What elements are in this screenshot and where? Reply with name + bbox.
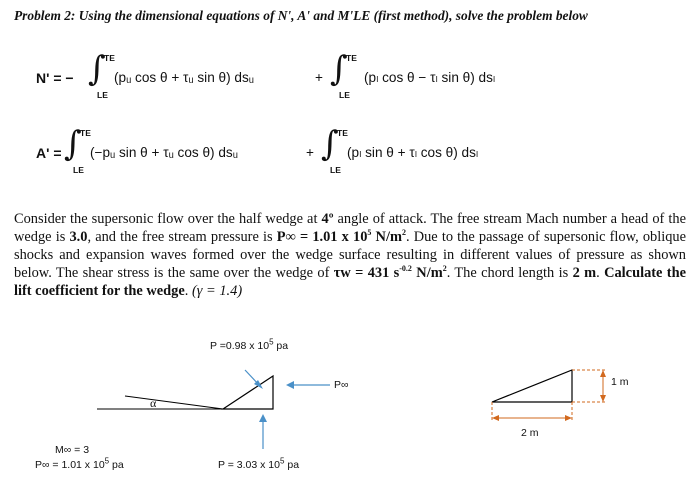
arrow-head-icon: [492, 415, 499, 421]
axial-upper-limit: TE: [80, 128, 91, 138]
attack-angle: 4º: [321, 211, 334, 227]
integral-sign-icon: ∫: [330, 49, 348, 89]
integral-sign-icon: ∫: [64, 124, 82, 164]
mach-label: M∞ = 3: [55, 444, 90, 456]
axial-plus: +: [306, 145, 314, 160]
chord-dimension-label: 2 m: [521, 427, 539, 439]
normal-lower-limit: LE: [97, 90, 108, 100]
axial-lower-term: (pₗ sin θ + τₗ cos θ) dsₗ: [347, 145, 479, 160]
angle-line: [125, 396, 223, 409]
arrow-head-icon: [600, 370, 606, 377]
axial-lower-limit: LE: [73, 165, 84, 175]
axial-lower-limit-2: LE: [330, 165, 341, 175]
lower-pressure-label: P = 3.03 x $10^5$ pa: [218, 456, 300, 471]
question: Calculate the lift coefficient for the wedge: [14, 265, 686, 299]
shear-stress: τw = 431 $s^{-0.2}$ $N/m^2$: [333, 264, 447, 281]
integral-sign-icon: ∫: [88, 49, 106, 89]
normal-plus: +: [315, 70, 323, 85]
wedge-triangle: [223, 376, 273, 409]
freestream-pressure-label: P∞: [334, 379, 349, 391]
arrow-head-icon: [286, 381, 294, 389]
axial-upper-limit-2: TE: [337, 128, 348, 138]
mach-number: 3.0: [69, 229, 88, 245]
normal-lower-term: (pₗ cos θ − τₗ sin θ) dsₗ: [364, 70, 496, 85]
integral-sign-icon: ∫: [321, 124, 339, 164]
normal-lower-limit-2: LE: [339, 90, 350, 100]
normal-upper-limit-2: TE: [346, 53, 357, 63]
axial-force-lhs: A' =: [36, 145, 62, 161]
arrow-head-icon: [259, 414, 267, 422]
chord-length: 2 m: [572, 265, 597, 281]
upper-pressure-label: P =0.98 x $10^5$ pa: [210, 337, 289, 352]
arrow-head-icon: [600, 395, 606, 402]
problem-title: Problem 2: Using the dimensional equations of N', A' and M'LE (first method), solve the problem below: [14, 8, 588, 23]
problem-statement: Consider the supersonic flow over the half wedge at 4º angle of attack. The free stream Mach number a head of the wedge is 3.0, and the free stream pressure is P∞ = 1.01 x $10^5$ $N/m^2$. Due to the passage of supersonic flow, oblique shocks and expansion waves formed over the wedge surface resulting in different values of pressure as shown below. The shear stress is the same over the wedge of τw = 431 $s^{-0.2}$ $N/m^2$. The chord length is 2 m. Calculate the lift coefficient for the wedge. (γ = 1.4): [14, 211, 686, 299]
free-stream-pressure: P∞ = 1.01 x $10^5$ $N/m^2$: [276, 228, 406, 245]
wedge-diagram: [0, 330, 700, 499]
freestream-pressure-value: P∞ = 1.01 x $10^5$ pa: [35, 456, 124, 471]
height-dimension-label: 1 m: [611, 376, 629, 388]
arrow-head-icon: [565, 415, 572, 421]
gamma-value: (γ = 1.4): [191, 283, 243, 299]
dimension-triangle: [492, 370, 572, 402]
axial-upper-term: (−pᵤ sin θ + τᵤ cos θ) dsᵤ: [90, 145, 238, 160]
normal-upper-limit: TE: [104, 53, 115, 63]
normal-upper-term: (pᵤ cos θ + τᵤ sin θ) dsᵤ: [114, 70, 254, 85]
normal-force-lhs: N' = −: [36, 70, 74, 86]
alpha-label: α: [150, 396, 157, 410]
